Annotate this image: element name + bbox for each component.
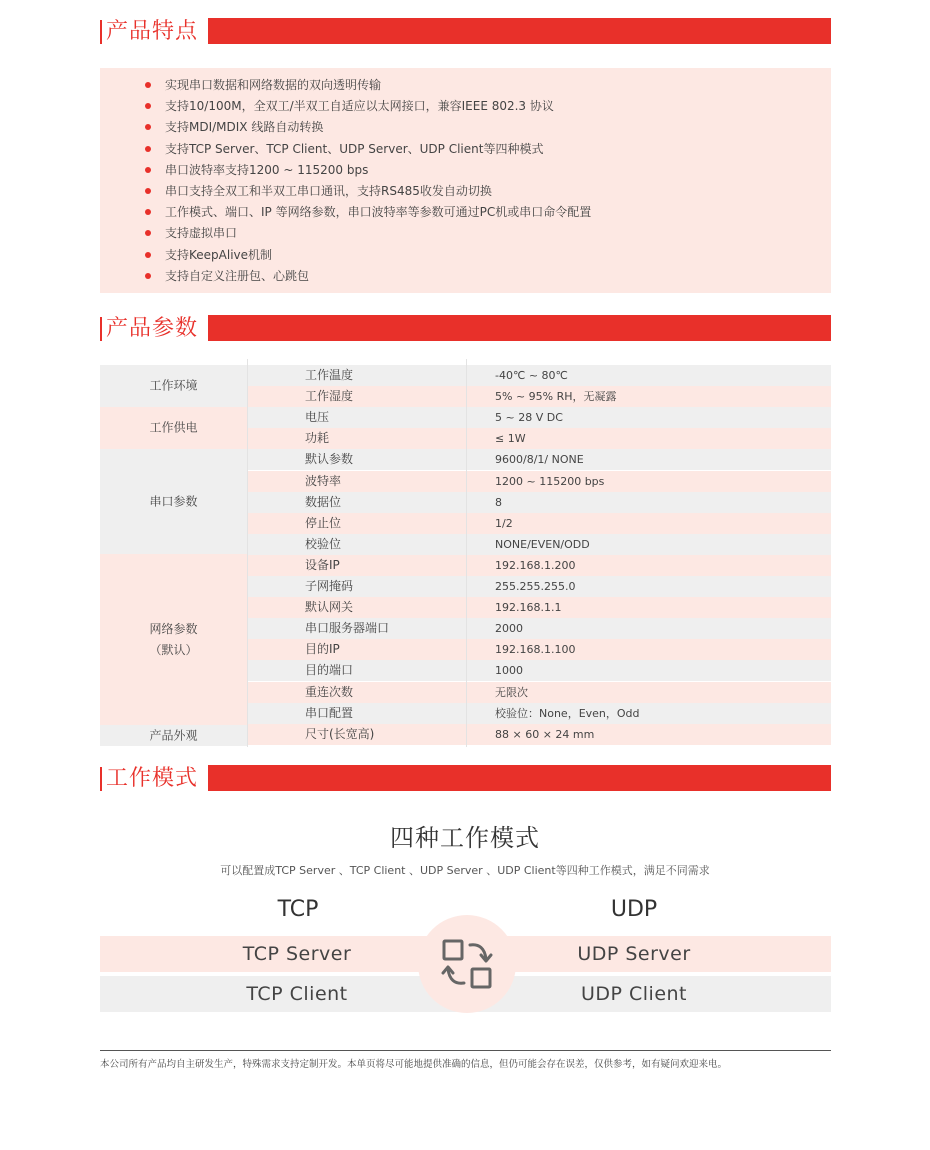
bullet-dot-icon [145, 103, 151, 109]
param-key: 串口配置 [305, 705, 354, 720]
param-row [247, 682, 831, 703]
modes-title: 四种工作模式 [390, 824, 540, 852]
param-key: 目的端口 [305, 663, 354, 678]
param-group-label-wrap [100, 619, 247, 661]
tcp-heading: TCP [277, 897, 319, 922]
param-key: 重连次数 [305, 684, 354, 699]
param-row [247, 576, 831, 597]
mode-tcp-server: TCP Server [242, 943, 352, 965]
feature-text: 支持10/100M，全双工/半双工自适应以太网接口，兼容IEEE 802.3 协议 [165, 99, 554, 114]
param-row [247, 407, 831, 428]
param-key: 目的IP [305, 642, 340, 657]
section-header-params [100, 315, 831, 343]
param-row [247, 597, 831, 618]
param-row [247, 386, 831, 407]
param-key: 电压 [305, 410, 330, 425]
mode-tcp-client: TCP Client [246, 983, 348, 1005]
bullet-dot-icon [145, 230, 151, 236]
feature-list [100, 68, 831, 293]
param-group-power [100, 407, 247, 449]
table-divider [247, 359, 248, 747]
param-group-label: 工作供电 [149, 420, 198, 435]
param-value: 192.168.1.200 [495, 558, 576, 572]
param-key: 默认网关 [305, 600, 354, 615]
param-value: 192.168.1.100 [495, 643, 576, 657]
header-bar [208, 765, 831, 791]
param-key: 工作温度 [305, 368, 354, 382]
footer-disclaimer: 本公司所有产品均自主研发生产，特殊需求支持定制开发。本单页将尽可能地提供准确的信息，但仍可能会存在误差，仅供参考，如有疑问欢迎来电。 [100, 1059, 728, 1070]
table-divider [466, 359, 467, 747]
param-group-label: 工作环境 [149, 378, 198, 393]
param-value: 5 ~ 28 V DC [495, 411, 563, 425]
param-value: 1000 [495, 664, 523, 678]
section-title-features: 产品特点 [106, 19, 199, 44]
param-group-label: 产品外观 [149, 728, 198, 742]
param-row [247, 428, 831, 449]
param-value: 192.168.1.1 [495, 601, 562, 615]
bullet-dot-icon [145, 273, 151, 279]
feature-text: 支持MDI/MDIX 线路自动转换 [165, 120, 324, 135]
param-group-sublabel: （默认） [149, 642, 198, 657]
feature-text: 串口波特率支持1200 ~ 115200 bps [165, 162, 369, 177]
header-tick [100, 317, 102, 341]
feature-text: 串口支持全双工和半双工串口通讯，支持RS485收发自动切换 [165, 184, 492, 198]
feature-text: 工作模式、端口、IP 等网络参数，串口波特率等参数可通过PC机或串口命令配置 [165, 205, 592, 220]
param-value: 9600/8/1/ NONE [495, 453, 584, 467]
feature-text: 实现串口数据和网络数据的双向透明传输 [165, 78, 382, 92]
mode-udp-server: UDP Server [577, 943, 691, 965]
param-row [247, 724, 831, 745]
section-title-params: 产品参数 [106, 316, 199, 341]
modes-subtitle: 可以配置成TCP Server 、TCP Client 、UDP Server 、UDP Client等四种工作模式，满足不同需求 [220, 864, 710, 877]
param-key: 设备IP [305, 557, 340, 572]
feature-text: 支持虚拟串口 [165, 226, 238, 241]
footer-divider [100, 1050, 831, 1051]
param-key: 波特率 [305, 473, 342, 488]
bullet-dot-icon [145, 167, 151, 173]
section-header-features [100, 18, 831, 46]
param-value: 1/2 [495, 516, 513, 530]
param-key: 工作湿度 [305, 389, 354, 404]
param-group-appearance [100, 725, 247, 746]
feature-text: 支持TCP Server、TCP Client、UDP Server、UDP Client等四种模式 [165, 141, 544, 156]
bullet-dot-icon [145, 209, 151, 215]
param-row [247, 492, 831, 513]
feature-text: 支持KeepAlive机制 [165, 247, 273, 262]
param-value: 8 [495, 495, 502, 509]
param-group-label: 串口参数 [149, 494, 198, 508]
param-value: -40℃ ~ 80℃ [495, 369, 568, 382]
param-value: NONE/EVEN/ODD [495, 537, 590, 551]
header-bar [208, 315, 831, 341]
param-row [247, 660, 831, 681]
param-row [247, 471, 831, 492]
param-row [247, 365, 831, 386]
param-row [247, 513, 831, 534]
swap-arrows-icon [418, 915, 516, 1013]
param-group-label: 网络参数 [149, 621, 198, 636]
bullet-dot-icon [145, 82, 151, 88]
param-key: 串口服务器端口 [305, 621, 390, 636]
param-row [247, 534, 831, 555]
param-value: 2000 [495, 622, 523, 636]
param-group-serial [100, 449, 247, 554]
section-header-modes [100, 765, 831, 793]
bullet-dot-icon [145, 124, 151, 130]
param-value: 255.255.255.0 [495, 580, 576, 593]
params-table [100, 359, 831, 747]
header-bar [208, 18, 831, 44]
param-value: 无限次 [495, 685, 528, 699]
udp-heading: UDP [610, 897, 658, 922]
param-value: 5% ~ 95% RH，无凝露 [495, 390, 617, 404]
param-row [247, 703, 831, 724]
swap-circle [418, 915, 516, 1013]
header-tick [100, 20, 102, 44]
param-key: 停止位 [305, 515, 342, 530]
param-row [247, 555, 831, 576]
param-row [247, 618, 831, 639]
bullet-dot-icon [145, 146, 151, 152]
param-value: 88 × 60 × 24 mm [495, 727, 595, 741]
param-row [247, 639, 831, 660]
feature-text: 支持自定义注册包、心跳包 [165, 268, 310, 283]
param-key: 数据位 [305, 494, 342, 509]
param-value: ≤ 1W [495, 432, 526, 446]
param-group-network [100, 554, 247, 725]
bullet-dot-icon [145, 188, 151, 194]
param-key: 尺寸(长宽高) [305, 726, 375, 741]
param-value: 校验位：None，Even，Odd [495, 706, 640, 720]
param-key: 校验位 [305, 536, 342, 551]
bullet-dot-icon [145, 252, 151, 258]
param-key: 子网掩码 [305, 579, 354, 593]
param-key: 默认参数 [305, 452, 354, 467]
section-title-modes: 工作模式 [106, 766, 199, 791]
param-value: 1200 ~ 115200 bps [495, 474, 605, 488]
param-key: 功耗 [305, 431, 330, 446]
param-group-environment [100, 365, 247, 407]
mode-udp-client: UDP Client [580, 983, 688, 1005]
param-row [247, 449, 831, 470]
header-tick [100, 767, 102, 791]
